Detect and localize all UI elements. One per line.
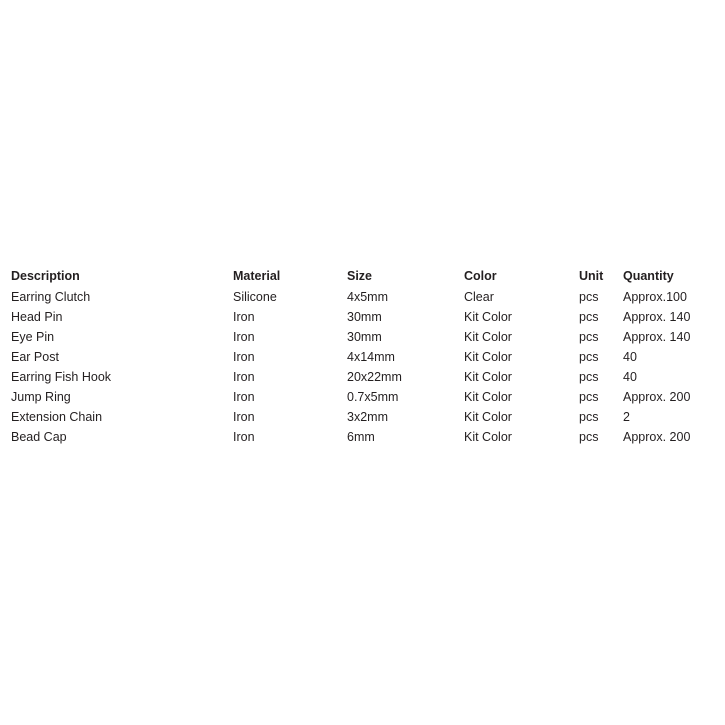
table-row [11,407,711,427]
cell-description: Bead Cap [11,430,67,444]
cell-size: 30mm [347,310,382,324]
cell-material: Iron [233,390,255,404]
column-header-quantity: Quantity [623,269,674,283]
cell-unit: pcs [579,370,599,384]
cell-color: Clear [464,290,494,304]
cell-color: Kit Color [464,330,512,344]
cell-quantity: Approx. 140 [623,330,691,344]
column-header-color: Color [464,269,497,283]
cell-unit: pcs [579,390,599,404]
cell-description: Head Pin [11,310,63,324]
cell-description: Eye Pin [11,330,55,344]
cell-size: 4x5mm [347,290,388,304]
cell-size: 0.7x5mm [347,390,399,404]
cell-material: Iron [233,430,255,444]
cell-unit: pcs [579,350,599,364]
cell-quantity: Approx. 140 [623,310,691,324]
cell-size: 3x2mm [347,410,388,424]
cell-size: 20x22mm [347,370,402,384]
cell-quantity: Approx. 200 [623,430,691,444]
column-header-material: Material [233,269,281,283]
cell-material: Iron [233,350,255,364]
cell-unit: pcs [579,310,599,324]
cell-quantity: 2 [623,410,630,424]
cell-material: Iron [233,410,255,424]
column-header-unit: Unit [579,269,604,283]
cell-size: 6mm [347,430,375,444]
cell-material: Iron [233,330,255,344]
table-row [11,367,711,387]
column-header-description: Description [11,269,80,283]
cell-quantity: 40 [623,370,637,384]
product-specification-table [11,266,711,447]
cell-quantity: 40 [623,350,637,364]
cell-description: Earring Clutch [11,290,91,304]
cell-description: Earring Fish Hook [11,370,112,384]
cell-quantity: Approx.100 [623,290,687,304]
cell-unit: pcs [579,290,599,304]
table-row [11,427,711,447]
cell-color: Kit Color [464,390,512,404]
cell-quantity: Approx. 200 [623,390,691,404]
cell-unit: pcs [579,430,599,444]
cell-material: Silicone [233,290,277,304]
table-header [11,266,711,287]
cell-material: Iron [233,310,255,324]
cell-unit: pcs [579,410,599,424]
column-header-size: Size [347,269,373,283]
table-row [11,327,711,347]
table-row [11,347,711,367]
cell-description: Extension Chain [11,410,103,424]
table-body [11,287,711,447]
cell-size: 30mm [347,330,382,344]
cell-color: Kit Color [464,370,512,384]
cell-color: Kit Color [464,310,512,324]
table-header-row [11,266,711,287]
cell-size: 4x14mm [347,350,395,364]
table-row [11,307,711,327]
cell-unit: pcs [579,330,599,344]
table-row [11,287,711,307]
cell-description: Ear Post [11,350,59,364]
cell-color: Kit Color [464,430,512,444]
cell-material: Iron [233,370,255,384]
cell-color: Kit Color [464,410,512,424]
cell-color: Kit Color [464,350,512,364]
table-row [11,387,711,407]
cell-description: Jump Ring [11,390,71,404]
